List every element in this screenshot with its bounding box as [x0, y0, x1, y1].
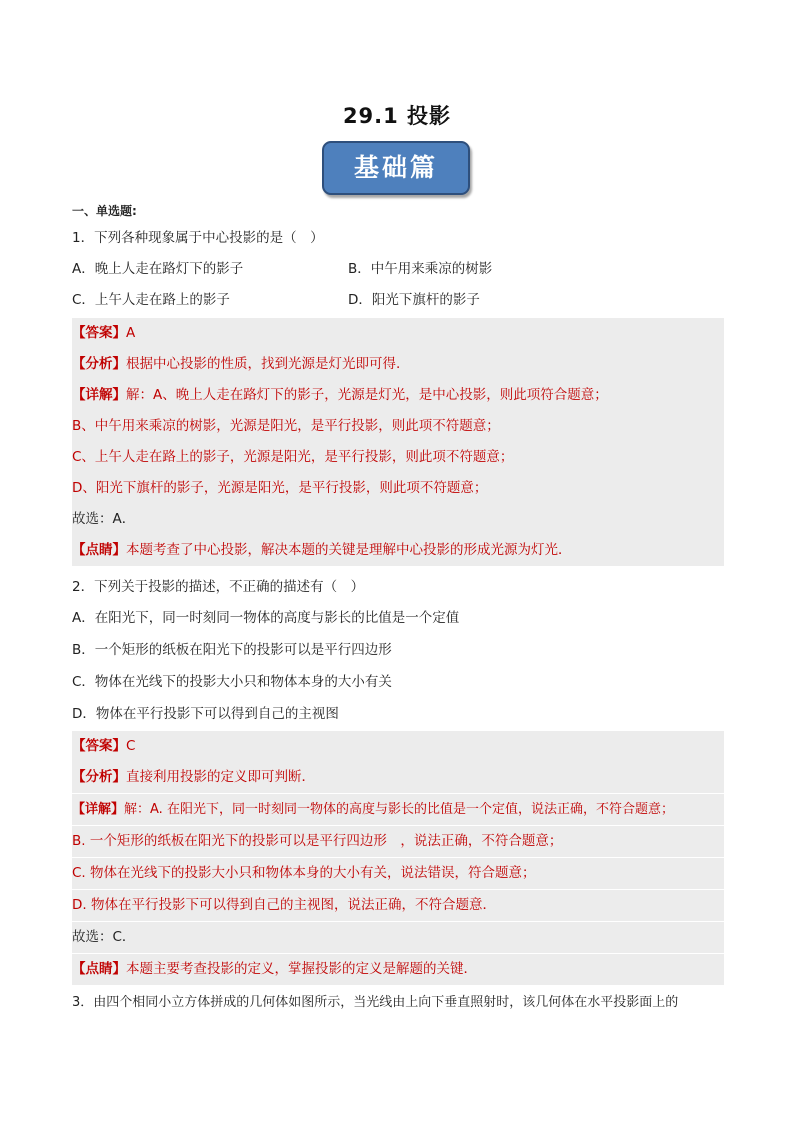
q2-comment: [72, 954, 724, 985]
q1-detail-b: B、中午用来乘凉的树影，光源是阳光，是平行投影，则此项不符题意；: [72, 411, 724, 442]
q1-comment: [72, 535, 724, 566]
section-heading: 一、单选题:: [72, 204, 137, 218]
analysis-tag: 【分析】: [72, 769, 126, 785]
q1-option-d: D．阳光下旗杆的影子: [348, 292, 480, 308]
comment-tag: 【点睛】: [72, 961, 126, 977]
q2-option-b: B．一个矩形的纸板在阳光下的投影可以是平行四边形: [72, 642, 392, 658]
q1-detail-c: C、上午人走在路上的影子，光源是阳光，是平行投影，则此项不符题意；: [72, 442, 724, 473]
q2-stem: 2．下列关于投影的描述，不正确的描述有（ ）: [72, 579, 365, 595]
q1-detail: [72, 380, 724, 411]
q1-stem: 1．下列各种现象属于中心投影的是（ ）: [72, 230, 324, 246]
q1-options-row2: [72, 285, 724, 316]
q2-detail-b: B. 一个矩形的纸板在阳光下的投影可以是平行四边形 ，说法正确，不符合题意；: [72, 826, 724, 857]
q2-detail-c: C. 物体在光线下的投影大小只和物体本身的大小有关，说法错误，符合题意；: [72, 858, 724, 889]
analysis-tag: 【分析】: [72, 356, 126, 372]
answer-value: A: [126, 325, 136, 341]
q1-answer: [72, 318, 724, 349]
q2-option-c: C．物体在光线下的投影大小只和物体本身的大小有关: [72, 674, 392, 690]
q2-detail: [72, 794, 724, 825]
q1-detail-d: D、阳光下旗杆的影子，光源是阳光，是平行投影，则此项不符题意；: [72, 473, 724, 504]
comment-text: 本题考查了中心投影，解决本题的关键是理解中心投影的形成光源为灯光．: [126, 542, 572, 558]
detail-tag: 【详解】: [72, 802, 125, 817]
q3-stem: 3．由四个相同小立方体拼成的几何体如图所示，当光线由上向下垂直照射时，该几何体在水平投影面上的: [72, 995, 679, 1010]
q2-analysis: [72, 762, 724, 793]
answer-tag: 【答案】: [72, 325, 126, 341]
q2-answer: [72, 731, 724, 762]
answer-tag: 【答案】: [72, 738, 126, 754]
page-title: 29.1 投影: [342, 104, 452, 128]
detail-text: 解：A. 在阳光下，同一时刻同一物体的高度与影长的比值是一个定值，说法正确，不符合题意；: [124, 802, 674, 817]
q2-option-a: A．在阳光下，同一时刻同一物体的高度与影长的比值是一个定值: [72, 610, 460, 626]
analysis-text: 直接利用投影的定义即可判断．: [126, 769, 315, 785]
detail-text: 解：A、晚上人走在路灯下的影子，光源是灯光，是中心投影，则此项符合题意；: [126, 387, 608, 403]
q1-options-row1: [72, 254, 724, 285]
q2-detail-d: D. 物体在平行投影下可以得到自己的主视图，说法正确，不符合题意．: [72, 890, 724, 921]
q1-option-b: B．中午用来乘凉的树影: [348, 261, 493, 277]
q1-option-a: A．晚上人走在路灯下的影子: [72, 261, 244, 277]
level-badge: 基础篇: [322, 141, 470, 195]
q1-analysis: [72, 349, 724, 380]
answer-value: C: [126, 738, 136, 754]
q2-option-d: D．物体在平行投影下可以得到自己的主视图: [72, 706, 339, 722]
q1-option-c: C．上午人走在路上的影子: [72, 292, 230, 308]
detail-tag: 【详解】: [72, 387, 126, 403]
q2-choose: 故选：C．: [72, 922, 724, 953]
q1-choose: 故选：A．: [72, 504, 724, 535]
comment-tag: 【点睛】: [72, 542, 126, 558]
comment-text: 本题主要考查投影的定义，掌握投影的定义是解题的关键．: [126, 961, 477, 977]
analysis-text: 根据中心投影的性质，找到光源是灯光即可得.: [126, 356, 401, 372]
